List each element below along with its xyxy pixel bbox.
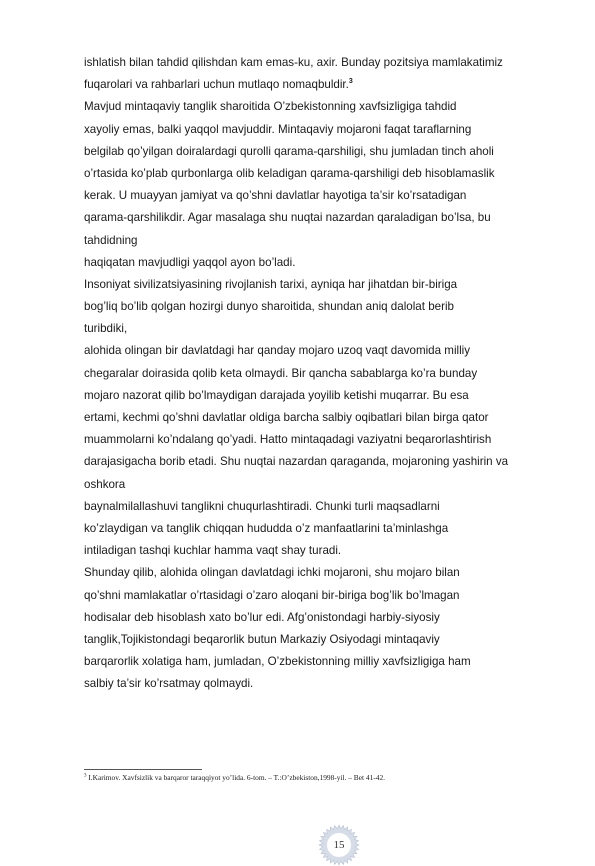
- text-line: hodisalar deb hisoblash xato bo’lur edi. Afg’onistondagi harbiy-siyosiy: [84, 610, 440, 624]
- text-line: salbiy ta’sir ko’rsatmay qolmaydi.: [84, 677, 254, 691]
- text-line: [84, 74, 554, 96]
- text-line: Shunday qilib, alohida olingan davlatdagi ichki mojaroni, shu mojaro bilan: [84, 566, 460, 580]
- text-line: bog’liq bo’lib qolgan hozirgi dunyo sharoitida, shundan aniq dalolat berib: [84, 300, 454, 314]
- text-line: turibdiki,: [84, 322, 128, 336]
- text-line: Mavjud mintaqaviy tanglik sharoitida O’zbekistonning xavfsizligiga tahdid: [84, 100, 457, 114]
- text-line: tahdidning: [84, 233, 138, 247]
- text-line: baynalmilallashuvi tanglikni chuqurlashtiradi. Chunki turli maqsadlarni: [84, 499, 440, 513]
- text-line: alohida olingan bir davlatdagi har qanday mojaro uzoq vaqt davomida milliy: [84, 344, 471, 358]
- page-number-badge: [318, 824, 360, 866]
- text-line-content: fuqarolari va rahbarlari uchun mutlaqo nomaqbuldir.: [84, 78, 349, 92]
- footnote-text: I.Karimov. Xavfsizlik va barqaror taraqqiyot yo’lida. 6-tom. – T.:O’zbekiston,1998-yil. – Bet 41-42.: [86, 773, 385, 782]
- text-line: mojaro nazorat qilib bo’lmaydigan darajada yoyilib ketishi muqarrar. Bu esa: [84, 388, 469, 402]
- text-line: intiladigan tashqi kuchlar hamma vaqt shay turadi.: [84, 544, 342, 558]
- footnote: [84, 773, 554, 782]
- text-line: barqarorlik xolatiga ham, jumladan, O’zbekistonning milliy xavfsizligiga ham: [84, 655, 471, 669]
- text-line: ertami, kechmi qo’shni davlatlar oldiga barcha salbiy oqibatlari bilan birga qator: [84, 411, 489, 424]
- text-line: qo’shni mamlakatlar o’rtasidagi o’zaro aloqani bir-biriga bog’lik bo’lmagan: [84, 588, 460, 602]
- text-line: belgilab qo’yilgan doiralardagi qurolli qarama-qarshiligi, shu jumladan tinch aholi: [84, 144, 494, 158]
- text-line: qarama-qarshilikdir. Agar masalaga shu nuqtai nazardan qaraladigan bo’lsa, bu: [84, 211, 491, 225]
- text-line: Insoniyat sivilizatsiyasining rivojlanish tarixi, ayniqa har jihatdan bir-biriga: [84, 277, 458, 291]
- text-line: xayoliy emas, balki yaqqol mavjuddir. Mintaqaviy mojaroni faqat taraflarning: [84, 122, 472, 136]
- footnote-divider: [84, 769, 202, 770]
- page-number: 15: [333, 839, 345, 851]
- text-line: o’rtasida ko’plab qurbonlarga olib keladigan qarama-qarshiligi deb hisoblamaslik: [84, 166, 495, 180]
- text-line: chegaralar doirasida qolib keta olmaydi. Bir qancha sabablarga ko’ra bunday: [84, 366, 478, 380]
- text-line: ko’zlaydigan va tanglik chiqqan hududda o’z manfaatlarini ta’minlashga: [84, 521, 449, 535]
- footnote-reference[interactable]: 3: [348, 78, 353, 86]
- text-line: tanglik,Tojikistondagi beqarorlik butun Markaziy Osiyodagi mintaqaviy: [84, 632, 440, 646]
- text-line: muammolarni ko’ndalang qo’yadi. Hatto mintaqadagi vaziyatni beqarorlashtirish: [84, 433, 492, 447]
- text-line: ishlatish bilan tahdid qilishdan kam emas-ku, axir. Bunday pozitsiya mamlakatimiz: [84, 56, 503, 69]
- text-line: oshkora: [84, 477, 126, 491]
- footnote-marker: 3: [84, 773, 87, 779]
- body-text: [84, 52, 554, 695]
- text-line: darajasigacha borib etadi. Shu nuqtai nazardan qaraganda, mojaroning yashirin va: [84, 455, 509, 469]
- text-line: kerak. U muayyan jamiyat va qo’shni davlatlar hayotiga ta’sir ko’rsatadigan: [84, 189, 467, 203]
- text-line: haqiqatan mavjudligi yaqqol ayon bo’ladi.: [84, 255, 296, 269]
